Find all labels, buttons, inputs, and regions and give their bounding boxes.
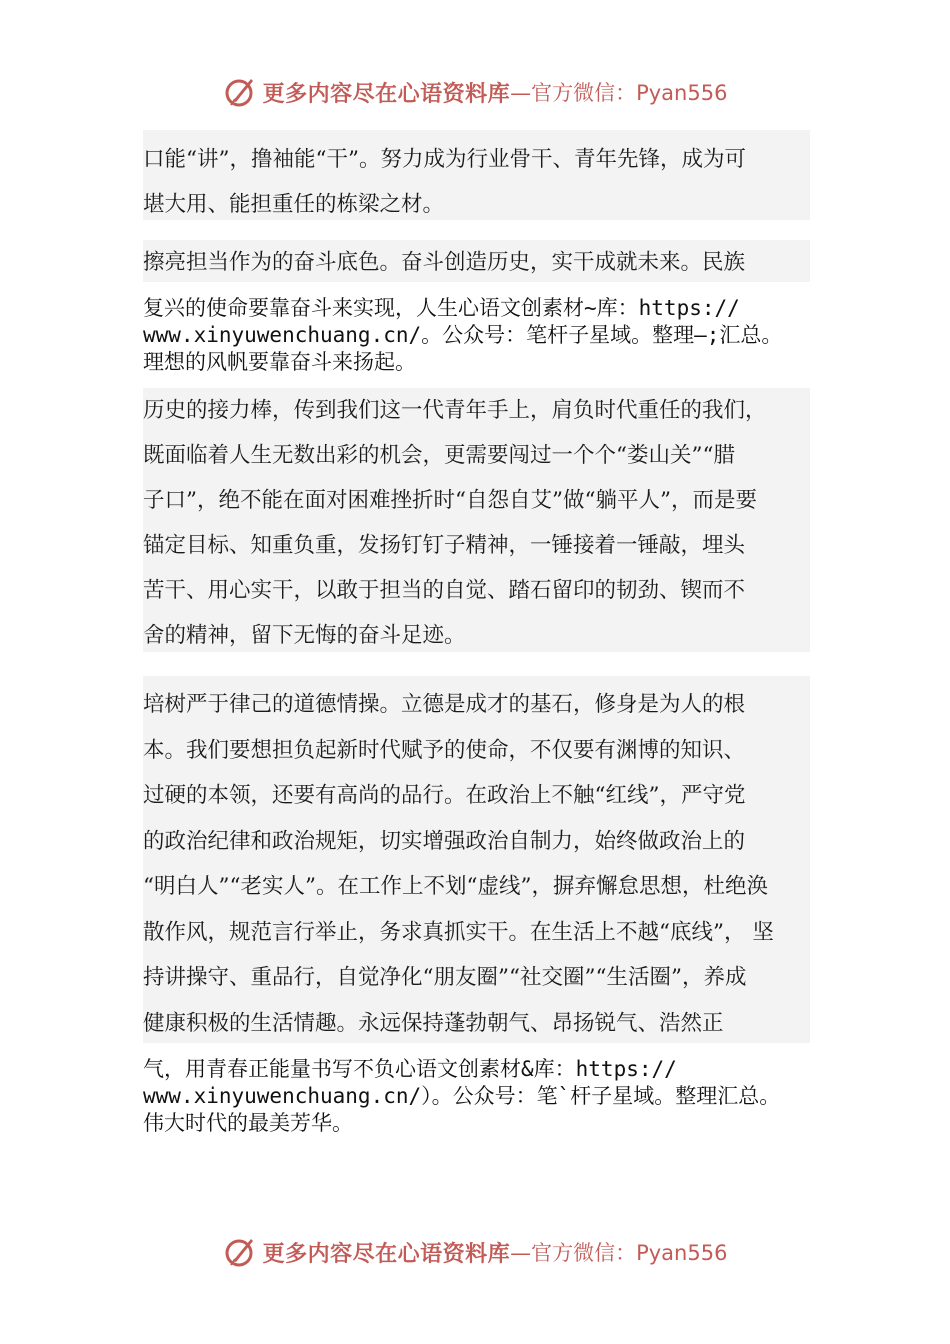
header-banner xyxy=(0,72,950,112)
text-line: 锚定目标、知重负重，发扬钉钉子精神，一锤接着一锤敲，埋头 xyxy=(143,533,746,558)
text-line: 历史的接力棒，传到我们这一代青年手上，肩负时代重任的我们， xyxy=(143,398,767,423)
text-line: 散作风，规范言行举止，务求真抓实干。在生活上不越“底线”， 坚 xyxy=(143,919,774,945)
footer-banner xyxy=(0,1232,950,1272)
watermark-line: 理想的风帆要靠奋斗来扬起。 xyxy=(143,350,416,374)
text-line: 本。我们要想担负起新时代赋予的使命，不仅要有渊博的知识、 xyxy=(143,737,746,763)
text-line: “明白人”“老实人”。在工作上不划“虚线”，摒弃懈怠思想，杜绝涣 xyxy=(143,874,768,899)
watermark-line: 气，用青春正能量书写不负心语文创素材&库：https:// xyxy=(143,1057,677,1081)
banner-wechat: —官方微信：Pyan556 xyxy=(510,1241,728,1265)
paragraph-1 xyxy=(143,137,833,227)
text-line: 过硬的本领，还要有高尚的品行。在政治上不触“红线”，严守党 xyxy=(143,783,746,808)
watermark-line: 复兴的使命要靠奋斗来实现，人生心语文创素材~库：https:// xyxy=(143,296,740,320)
watermark-line: www.xinyuwenchuang.cn/。公众号：笔杆子星域。整理—;汇总。 xyxy=(143,323,783,347)
text-line: 擦亮担当作为的奋斗底色。奋斗创造历史，实干成就未来。民族 xyxy=(143,250,746,275)
paragraph-2-body xyxy=(143,388,833,658)
watermark-block-1 xyxy=(143,295,833,376)
quill-pen-logo-icon xyxy=(223,75,257,109)
text-line: 苦干、用心实干，以敢于担当的自觉、踏石留印的韧劲、锲而不 xyxy=(143,578,746,603)
text-line: 堪大用、能担重任的栋梁之材。 xyxy=(143,192,445,217)
watermark-line: www.xinyuwenchuang.cn/）。公众号：笔`杆子星域。整理汇总。 xyxy=(143,1084,781,1108)
text-line: 子口”，绝不能在面对困难挫折时“自怨自艾”做“躺平人”，而是要 xyxy=(143,488,757,513)
text-line: 口能“讲”，撸袖能“干”。努力成为行业骨干、青年先锋，成为可 xyxy=(143,147,746,172)
text-line: 持讲操守、重品行，自觉净化“朋友圈”“社交圈”“生活圈”，养成 xyxy=(143,965,747,990)
paragraph-3 xyxy=(143,682,833,1046)
watermark-block-2 xyxy=(143,1056,833,1137)
banner-title: 更多内容尽在心语资料库 xyxy=(262,1240,511,1267)
text-line: 的政治纪律和政治规矩，切实增强政治自制力，始终做政治上的 xyxy=(143,828,746,854)
banner-wechat: —官方微信：Pyan556 xyxy=(510,81,728,105)
paragraph-2-opening xyxy=(143,246,833,280)
text-line: 培树严于律己的道德情操。立德是成才的基石，修身是为人的根 xyxy=(143,692,746,717)
quill-pen-logo-icon xyxy=(223,1235,257,1269)
banner-title: 更多内容尽在心语资料库 xyxy=(262,80,511,107)
text-line: 健康积极的生活情趣。永远保持蓬勃朝气、昂扬锐气、浩然正 xyxy=(143,1010,724,1036)
text-line: 既面临着人生无数出彩的机会，更需要闯过一个个“娄山关”“腊 xyxy=(143,443,735,468)
text-line: 舍的精神，留下无悔的奋斗足迹。 xyxy=(143,623,466,648)
watermark-line: 伟大时代的最美芳华。 xyxy=(143,1111,353,1135)
